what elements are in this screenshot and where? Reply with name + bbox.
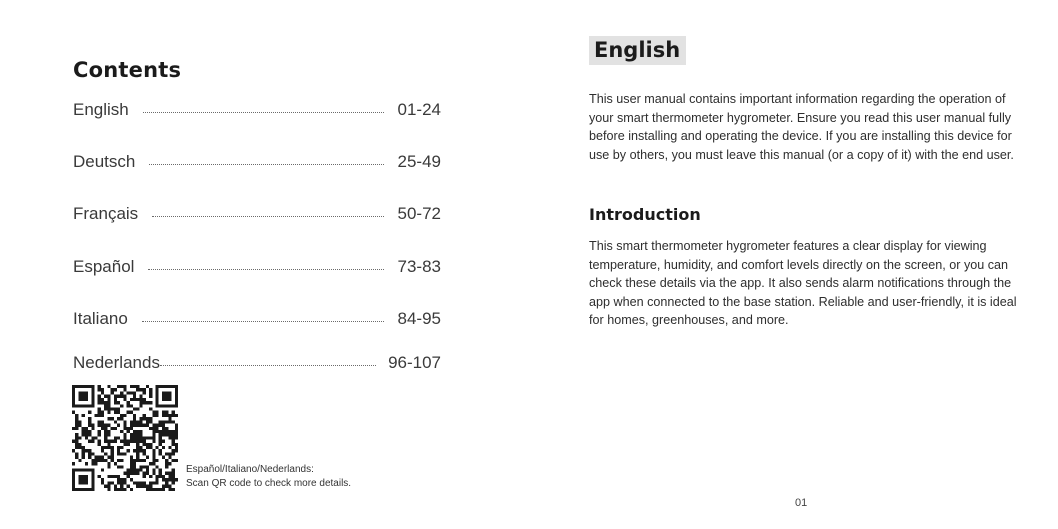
toc-leader-dots [142, 321, 384, 322]
toc-page-range: 50-72 [397, 204, 441, 223]
page-number: 01 [795, 497, 808, 509]
toc-page-range: 73-83 [397, 257, 441, 276]
toc-language: English [73, 100, 129, 119]
toc-language: Nederlands [73, 353, 160, 372]
toc-leader-dots [160, 365, 376, 366]
right-page [529, 0, 1058, 529]
toc-leader-dots [143, 112, 384, 113]
toc-row-english [73, 99, 441, 121]
introduction-paragraph: This smart thermometer hygrometer features a clear display for viewing temperature, humidity, and comfort levels directly on the screen, or you can check these details via the app. It also sends alarm notifications through the app when connected to the base station. Reliable and user-friendly, it is ideal for homes, greenhouses, and more. [589, 239, 1017, 327]
toc-leader-dots [148, 269, 383, 270]
toc-row-nederlands [73, 352, 441, 374]
toc-row-italiano [73, 308, 441, 330]
toc-language: Italiano [73, 309, 128, 328]
introduction-heading: Introduction [589, 205, 701, 224]
qr-caption-line-2: Scan QR code to check more details. [186, 478, 352, 489]
toc-page-range: 01-24 [397, 100, 441, 119]
qr-caption [186, 463, 351, 491]
toc-leader-dots [149, 164, 383, 165]
toc-page-range: 96-107 [388, 353, 441, 372]
intro-paragraph: This user manual contains important information regarding the operation of your smart thermometer hygrometer. Ensure you read this user manual fully before installing and operating the device. If you are installing this device for use by others, you must leave this manual (or a copy of it) with the end user. [589, 92, 1014, 162]
toc-row-francais [73, 203, 441, 225]
toc-leader-dots [152, 216, 383, 217]
language-heading: English [589, 36, 686, 65]
toc-language: Español [73, 257, 135, 276]
qr-caption-line-1: Español/Italiano/Nederlands: [186, 464, 314, 475]
qr-code[interactable] [72, 385, 178, 491]
toc-language: Français [73, 204, 139, 223]
toc-language: Deutsch [73, 152, 136, 171]
toc-row-deutsch [73, 151, 441, 173]
toc-row-espanol [73, 256, 441, 278]
contents-title: Contents [73, 58, 182, 82]
toc-page-range: 84-95 [397, 309, 441, 328]
toc-page-range: 25-49 [397, 152, 441, 171]
